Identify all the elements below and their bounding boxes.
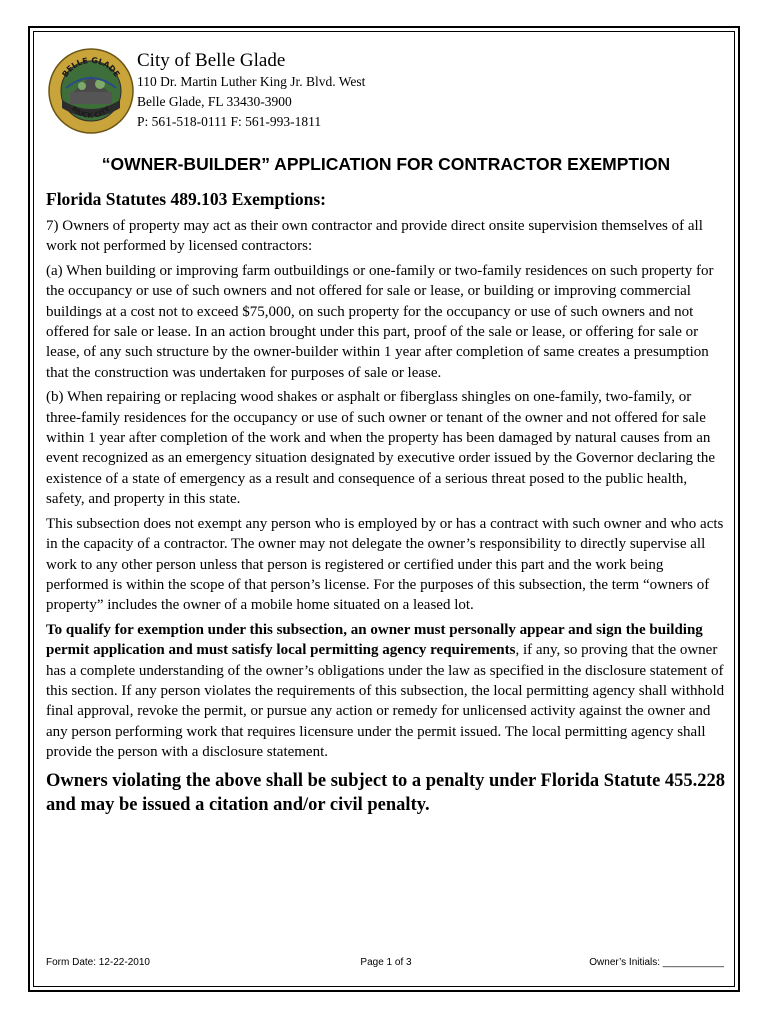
city-name: City of Belle Glade (137, 50, 286, 71)
penalty-notice: Owners violating the above shall be subject to a penalty under Florida Statute 455.228 and may be issued a citation and/or civil penalty. (46, 770, 726, 815)
statute-heading: Florida Statutes 489.103 Exemptions: (46, 189, 326, 209)
paragraph-a: (a) When building or improving farm outbuildings or one-family or two-family residences on such property for the occupancy or use of such owners and not offered for sale or lease, or building or improving commercial buildings at a cost not to exceed $75,000, on such property for the occupancy or use of such owners and not offered for sale or lease. In an action brought under this part, proof of the sale or lease, or offering for sale or lease, of any such structure by the owner-builder within 1 year after completion of same creates a presumption that the construction was undertaken for purposes of sale or lease. (46, 262, 714, 381)
qualify-bold-text: To qualify for exemption under this subsection, an owner must personally appear and sign the building permit application and must satisfy local permitting agency requirements (46, 621, 703, 659)
phone-fax: P: 561-518-0111 F: 561-993-1811 (137, 114, 322, 129)
form-date: Form Date: 12-22-2010 (46, 957, 150, 968)
qualify-rest-text: , if any, so proving that the owner has a complete understanding of the owner’s obligations under the law as specified in the disclosure statement of this section. If any person violates the requirements of this subsection, the local permitting agency shall withhold final approval, revoke the permit, or pursue any action or remedy for unlicensed activity against the owner and any person performing work that requires licensure under the permit issued. The local permitting agency shall provide the person with a disclosure statement. (46, 642, 725, 761)
letterhead (137, 50, 365, 132)
page-footer (46, 957, 726, 971)
paragraph-subsection: This subsection does not exempt any person who is employed by or has a contract with such owner and who acts in the capacity of a contractor. The owner may not delegate the owner’s responsibility to directly supervise all work to any other person unless that person is registered or certified under this part and the work being performed is within the scope of that person’s license. For the purposes of this subsection, the term “owners of property” includes the owner of a mobile home situated on a leased lot. (46, 515, 724, 614)
address-line-2: Belle Glade, FL 33430-3900 (137, 94, 292, 109)
page-number: Page 1 of 3 (360, 957, 412, 968)
svg-text:BELLE GLADE: BELLE GLADE (60, 55, 122, 79)
paragraph-b: (b) When repairing or replacing wood shakes or asphalt or fiberglass shingles on one-family, two-family, or three-family residences for the occupancy or use of such owner or tenant of the owner and not offered for sale within 1 year after completion of the work and when the property has been damaged by natural causes from an event recognized as an emergency situation designated by executive order issued by the Governor declaring the existence of a state of emergency as a result and consequence of a serious threat posed to the public health, safety, and property in this state. (46, 389, 716, 508)
document-title: “OWNER-BUILDER” APPLICATION FOR CONTRACTOR EXEMPTION (101, 154, 671, 174)
paragraph-qualify (46, 620, 728, 763)
svg-text:MUCK CITY: MUCK CITY (70, 104, 112, 120)
document-body (46, 188, 728, 817)
city-seal-logo (48, 48, 134, 134)
address-line-1: 110 Dr. Martin Luther King Jr. Blvd. West (137, 74, 366, 89)
paragraph-7: 7) Owners of property may act as their own contractor and provide direct onsite supervision themselves of all work not performed by licensed contractors: (46, 218, 703, 255)
owner-initials-field[interactable]: Owner’s Initials: ___________ (589, 957, 724, 968)
